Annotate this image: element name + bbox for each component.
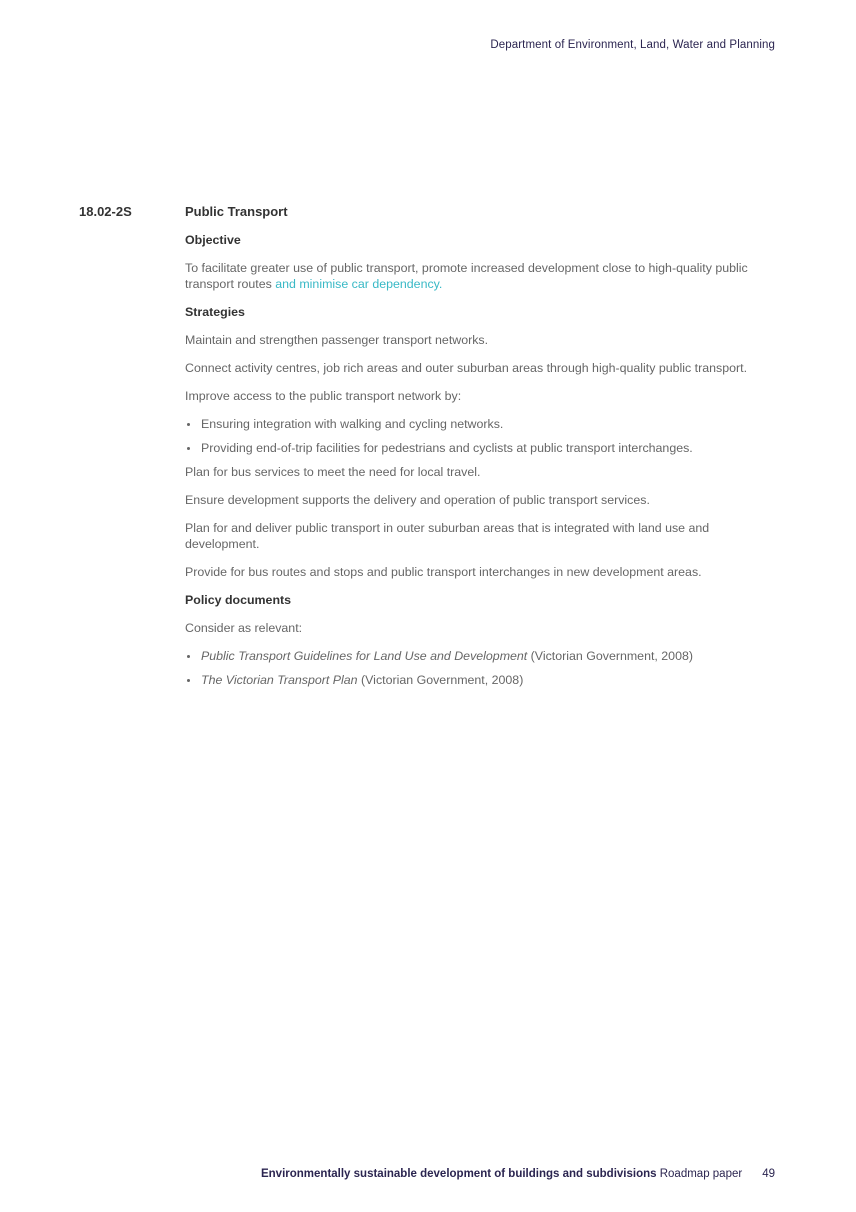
section-number: 18.02-2S: [79, 204, 132, 219]
policy-intro: Consider as relevant:: [185, 621, 303, 635]
objective-highlight: and minimise car dependency.: [275, 277, 443, 291]
list-item: Providing end-of-trip facilities for pedestrians and cyclists at public transport interchanges.: [185, 440, 775, 456]
policy-doc-title: Public Transport Guidelines for Land Use and Development: [201, 649, 528, 663]
strategy-paragraph: Ensure development supports the delivery and operation of public transport services.: [185, 493, 650, 507]
strategy-paragraph: Provide for bus routes and stops and public transport interchanges in new development areas.: [185, 565, 702, 579]
page-header: Department of Environment, Land, Water and Planning: [490, 39, 775, 51]
policy-doc-source: (Victorian Government, 2008): [527, 649, 693, 663]
strategies-heading: Strategies: [185, 305, 245, 319]
strategy-paragraph: Plan for bus services to meet the need for local travel.: [185, 465, 481, 479]
footer-doc-type: Roadmap paper: [656, 1168, 743, 1180]
policy-heading: Policy documents: [185, 593, 292, 607]
strategy-paragraph: Improve access to the public transport network by:: [185, 389, 462, 403]
page-number: 49: [762, 1168, 775, 1180]
footer-doc-title: Environmentally sustainable development of buildings and subdivisions: [260, 1168, 657, 1180]
list-item: [185, 672, 775, 688]
section-content: [185, 204, 775, 696]
list-item: Ensuring integration with walking and cycling networks.: [185, 416, 775, 432]
list-item: [185, 648, 775, 664]
strategy-paragraph: Plan for and deliver public transport in outer suburban areas that is integrated with land use and development.: [185, 521, 710, 551]
strategy-paragraph: Connect activity centres, job rich areas and outer suburban areas through high-quality public transport.: [185, 361, 748, 375]
section-title: Public Transport: [185, 204, 288, 219]
policy-doc-source: (Victorian Government, 2008): [357, 673, 524, 687]
objective-heading: Objective: [185, 233, 241, 247]
objective-text: To facilitate greater use of public transport, promote increased development close to high-quality public transport routes: [185, 261, 748, 291]
access-bullet-list: [185, 416, 775, 456]
policy-docs-list: [185, 648, 775, 688]
strategy-paragraph: Maintain and strengthen passenger transport networks.: [185, 333, 489, 347]
policy-doc-title: The Victorian Transport Plan: [201, 673, 358, 687]
objective-paragraph: [185, 260, 775, 292]
page-footer: [261, 1168, 775, 1180]
